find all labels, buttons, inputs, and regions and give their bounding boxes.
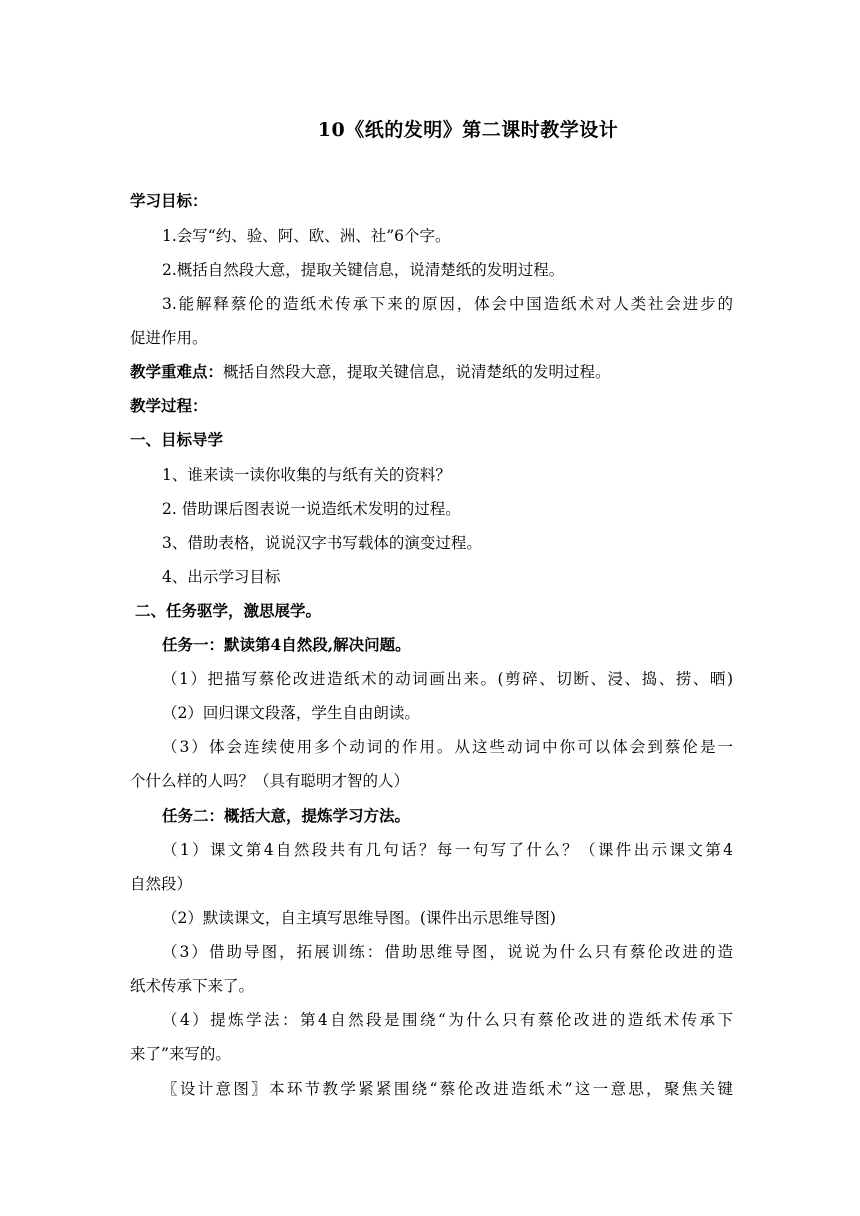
task2-item-4-continued: 来了”来写的。 <box>130 1045 231 1063</box>
objective-3-continued: 促进作用。 <box>130 329 208 347</box>
task2-item-1-continued: 自然段） <box>130 875 193 893</box>
task2-heading: 任务二：概括大意，提炼学习方法。 <box>162 806 411 825</box>
task1-heading: 任务一：默读第4自然段,解决问题。 <box>162 635 411 654</box>
section1-item-2: 2. 借助课后图表说一说造纸术发明的过程。 <box>162 500 461 518</box>
objective-2: 2.概括自然段大意，提取关键信息，说清楚纸的发明过程。 <box>162 261 565 279</box>
section1-item-3: 3、借助表格，说说汉字书写载体的演变过程。 <box>162 534 482 552</box>
key-points <box>130 362 733 382</box>
task2-item-3: （3）借助导图，拓展训练：借助思维导图，说说为什么只有蔡伦改进的造 <box>162 943 733 961</box>
key-points-text: 概括自然段大意，提取关键信息，说清楚纸的发明过程。 <box>223 363 611 381</box>
task2-item-4: （4）提炼学法：第4自然段是围绕“为什么只有蔡伦改进的造纸术传承下 <box>162 1011 733 1029</box>
objective-1: 1.会写“约、验、阿、欧、洲、社”6个字。 <box>162 227 451 245</box>
task1-item-1: （1）把描写蔡伦改进造纸术的动词画出来。(剪碎、切断、浸、捣、捞、晒) <box>162 670 733 688</box>
objectives-heading: 学习目标： <box>130 191 208 210</box>
task2-item-1: （1）课文第4自然段共有几句话？每一句写了什么？（课件出示课文第4 <box>162 841 733 859</box>
process-heading: 教学过程： <box>130 396 208 415</box>
key-points-label: 教学重难点： <box>130 362 224 381</box>
task2-item-2: （2）默读课文，自主填写思维导图。(课件出示思维导图) <box>162 909 556 927</box>
document-title: 10《纸的发明》第二课时教学设计 <box>317 119 619 141</box>
section1-item-1: 1、谁来读一读你收集的与纸有关的资料？ <box>162 466 451 484</box>
section1-item-4: 4、出示学习目标 <box>162 568 281 586</box>
task1-item-2: （2）回归课文段落，学生自由朗读。 <box>162 704 420 722</box>
task2-item-3-continued: 纸术传承下来了。 <box>130 977 255 995</box>
task1-item-3: （3）体会连续使用多个动词的作用。从这些动词中你可以体会到蔡伦是一 <box>162 738 733 756</box>
task1-item-3-continued: 个什么样的人吗？（具有聪明才智的人） <box>130 772 410 790</box>
section1-heading: 一、目标导学 <box>130 430 224 449</box>
design-intent: 〖设计意图〗本环节教学紧紧围绕“蔡伦改进造纸术”这一意思，聚焦关键 <box>162 1080 733 1098</box>
objective-3: 3.能解释蔡伦的造纸术传承下来的原因，体会中国造纸术对人类社会进步的 <box>162 295 733 313</box>
section2-heading: 二、任务驱学，激思展学。 <box>135 601 322 620</box>
